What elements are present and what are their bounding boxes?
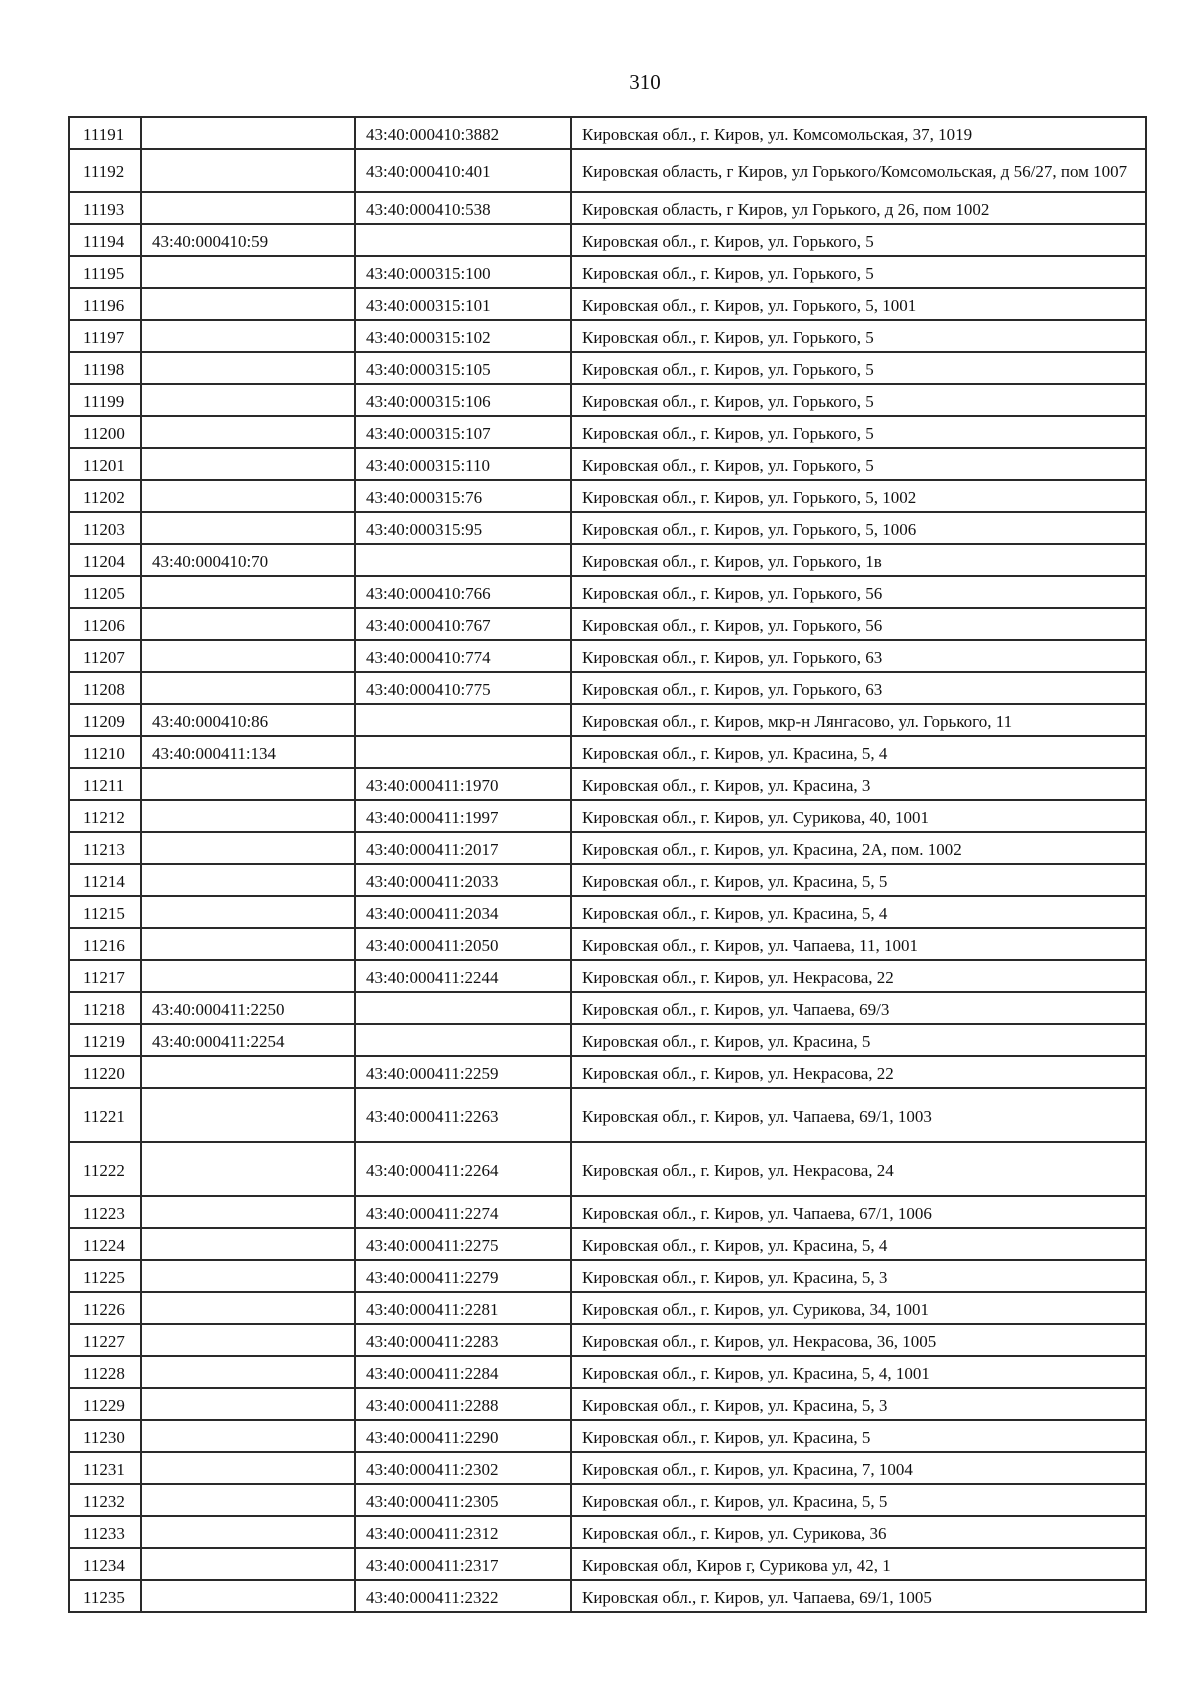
table-row: [69, 448, 1146, 480]
row-number-cell: 11217: [69, 960, 141, 992]
address-cell: Кировская обл., г. Киров, ул. Горького, 56: [571, 608, 1146, 640]
address-cell: Кировская обл., г. Киров, ул. Горького, 5: [571, 352, 1146, 384]
land-cadastral-number-cell: [141, 1292, 355, 1324]
land-cadastral-number-cell: 43:40:000410:70: [141, 544, 355, 576]
row-number-cell: 11212: [69, 800, 141, 832]
row-number-cell: 11221: [69, 1088, 141, 1142]
land-cadastral-number-cell: [141, 832, 355, 864]
address-cell: Кировская обл., г. Киров, ул. Чапаева, 69/1, 1005: [571, 1580, 1146, 1612]
land-cadastral-number-cell: [141, 640, 355, 672]
address-cell: Кировская обл., г. Киров, ул. Горького, 5: [571, 416, 1146, 448]
building-cadastral-number-cell: [355, 704, 571, 736]
land-cadastral-number-cell: [141, 192, 355, 224]
address-cell: Кировская обл., г. Киров, ул. Горького, 5: [571, 224, 1146, 256]
table-row: [69, 672, 1146, 704]
land-cadastral-number-cell: [141, 768, 355, 800]
address-cell: Кировская обл., г. Киров, ул. Красина, 5, 4: [571, 736, 1146, 768]
land-cadastral-number-cell: [141, 1484, 355, 1516]
row-number-cell: 11214: [69, 864, 141, 896]
building-cadastral-number-cell: 43:40:000315:101: [355, 288, 571, 320]
building-cadastral-number-cell: 43:40:000411:2284: [355, 1356, 571, 1388]
row-number-cell: 11207: [69, 640, 141, 672]
table-row: [69, 640, 1146, 672]
address-cell: Кировская обл., г. Киров, ул. Горького, 5, 1006: [571, 512, 1146, 544]
land-cadastral-number-cell: [141, 608, 355, 640]
land-cadastral-number-cell: [141, 800, 355, 832]
address-cell: Кировская обл., г. Киров, ул. Некрасова, 22: [571, 1056, 1146, 1088]
table-row: [69, 832, 1146, 864]
land-cadastral-number-cell: [141, 1142, 355, 1196]
table-row: [69, 1420, 1146, 1452]
table-row: [69, 352, 1146, 384]
table-row: [69, 1484, 1146, 1516]
address-cell: Кировская обл., г. Киров, ул. Некрасова, 22: [571, 960, 1146, 992]
row-number-cell: 11231: [69, 1452, 141, 1484]
building-cadastral-number-cell: [355, 736, 571, 768]
building-cadastral-number-cell: 43:40:000315:102: [355, 320, 571, 352]
address-cell: Кировская обл., г. Киров, ул. Красина, 5: [571, 1420, 1146, 1452]
table-row: [69, 288, 1146, 320]
building-cadastral-number-cell: [355, 544, 571, 576]
table-row: [69, 1088, 1146, 1142]
building-cadastral-number-cell: 43:40:000411:2322: [355, 1580, 571, 1612]
address-cell: Кировская обл., г. Киров, ул. Комсомольская, 37, 1019: [571, 117, 1146, 149]
address-cell: Кировская обл., г. Киров, ул. Красина, 5, 5: [571, 864, 1146, 896]
address-cell: Кировская обл., г. Киров, ул. Горького, 5: [571, 256, 1146, 288]
building-cadastral-number-cell: 43:40:000411:2283: [355, 1324, 571, 1356]
row-number-cell: 11200: [69, 416, 141, 448]
address-cell: Кировская обл., г. Киров, ул. Горького, 63: [571, 672, 1146, 704]
address-cell: Кировская обл., г. Киров, ул. Красина, 5, 4: [571, 1228, 1146, 1260]
row-number-cell: 11230: [69, 1420, 141, 1452]
registry-table-body: [69, 117, 1146, 1612]
building-cadastral-number-cell: 43:40:000411:1997: [355, 800, 571, 832]
table-row: [69, 1260, 1146, 1292]
table-row: [69, 384, 1146, 416]
address-cell: Кировская обл., г. Киров, ул. Красина, 5, 3: [571, 1260, 1146, 1292]
row-number-cell: 11194: [69, 224, 141, 256]
land-cadastral-number-cell: [141, 1196, 355, 1228]
table-row: [69, 992, 1146, 1024]
registry-table: [68, 116, 1147, 1613]
building-cadastral-number-cell: 43:40:000411:2281: [355, 1292, 571, 1324]
table-row: [69, 1388, 1146, 1420]
row-number-cell: 11226: [69, 1292, 141, 1324]
building-cadastral-number-cell: 43:40:000410:3882: [355, 117, 571, 149]
address-cell: Кировская обл., г. Киров, ул. Красина, 2А, пом. 1002: [571, 832, 1146, 864]
land-cadastral-number-cell: [141, 448, 355, 480]
land-cadastral-number-cell: [141, 480, 355, 512]
table-row: [69, 256, 1146, 288]
table-row: [69, 512, 1146, 544]
table-row: [69, 1580, 1146, 1612]
row-number-cell: 11211: [69, 768, 141, 800]
table-row: [69, 1324, 1146, 1356]
land-cadastral-number-cell: [141, 1088, 355, 1142]
building-cadastral-number-cell: 43:40:000410:401: [355, 149, 571, 192]
land-cadastral-number-cell: 43:40:000411:2250: [141, 992, 355, 1024]
row-number-cell: 11206: [69, 608, 141, 640]
table-row: [69, 960, 1146, 992]
row-number-cell: 11219: [69, 1024, 141, 1056]
land-cadastral-number-cell: [141, 1452, 355, 1484]
land-cadastral-number-cell: [141, 672, 355, 704]
building-cadastral-number-cell: 43:40:000411:2305: [355, 1484, 571, 1516]
table-row: [69, 928, 1146, 960]
row-number-cell: 11205: [69, 576, 141, 608]
building-cadastral-number-cell: [355, 992, 571, 1024]
row-number-cell: 11223: [69, 1196, 141, 1228]
row-number-cell: 11213: [69, 832, 141, 864]
land-cadastral-number-cell: 43:40:000410:59: [141, 224, 355, 256]
table-row: [69, 864, 1146, 896]
land-cadastral-number-cell: [141, 960, 355, 992]
table-row: [69, 1356, 1146, 1388]
row-number-cell: 11198: [69, 352, 141, 384]
address-cell: Кировская обл., г. Киров, ул. Горького, 5: [571, 448, 1146, 480]
address-cell: Кировская обл., г. Киров, ул. Горького, 56: [571, 576, 1146, 608]
row-number-cell: 11203: [69, 512, 141, 544]
land-cadastral-number-cell: [141, 1580, 355, 1612]
table-row: [69, 117, 1146, 149]
table-row: [69, 192, 1146, 224]
building-cadastral-number-cell: 43:40:000411:1970: [355, 768, 571, 800]
row-number-cell: 11235: [69, 1580, 141, 1612]
building-cadastral-number-cell: 43:40:000411:2034: [355, 896, 571, 928]
row-number-cell: 11210: [69, 736, 141, 768]
row-number-cell: 11202: [69, 480, 141, 512]
row-number-cell: 11196: [69, 288, 141, 320]
table-row: [69, 224, 1146, 256]
land-cadastral-number-cell: [141, 576, 355, 608]
table-row: [69, 1452, 1146, 1484]
row-number-cell: 11193: [69, 192, 141, 224]
land-cadastral-number-cell: [141, 1324, 355, 1356]
table-row: [69, 416, 1146, 448]
table-row: [69, 1196, 1146, 1228]
land-cadastral-number-cell: [141, 320, 355, 352]
row-number-cell: 11191: [69, 117, 141, 149]
land-cadastral-number-cell: [141, 256, 355, 288]
building-cadastral-number-cell: 43:40:000411:2312: [355, 1516, 571, 1548]
building-cadastral-number-cell: 43:40:000410:775: [355, 672, 571, 704]
address-cell: Кировская обл., г. Киров, ул. Чапаева, 69/1, 1003: [571, 1088, 1146, 1142]
building-cadastral-number-cell: 43:40:000411:2302: [355, 1452, 571, 1484]
row-number-cell: 11228: [69, 1356, 141, 1388]
building-cadastral-number-cell: 43:40:000411:2263: [355, 1088, 571, 1142]
land-cadastral-number-cell: [141, 1388, 355, 1420]
building-cadastral-number-cell: 43:40:000315:110: [355, 448, 571, 480]
table-row: [69, 320, 1146, 352]
row-number-cell: 11199: [69, 384, 141, 416]
row-number-cell: 11215: [69, 896, 141, 928]
building-cadastral-number-cell: 43:40:000315:76: [355, 480, 571, 512]
row-number-cell: 11233: [69, 1516, 141, 1548]
land-cadastral-number-cell: [141, 1356, 355, 1388]
building-cadastral-number-cell: 43:40:000411:2275: [355, 1228, 571, 1260]
table-row: [69, 1548, 1146, 1580]
building-cadastral-number-cell: 43:40:000411:2290: [355, 1420, 571, 1452]
land-cadastral-number-cell: [141, 384, 355, 416]
land-cadastral-number-cell: 43:40:000410:86: [141, 704, 355, 736]
building-cadastral-number-cell: 43:40:000411:2050: [355, 928, 571, 960]
address-cell: Кировская обл., г. Киров, ул. Красина, 7, 1004: [571, 1452, 1146, 1484]
row-number-cell: 11229: [69, 1388, 141, 1420]
land-cadastral-number-cell: [141, 352, 355, 384]
row-number-cell: 11208: [69, 672, 141, 704]
building-cadastral-number-cell: 43:40:000410:538: [355, 192, 571, 224]
building-cadastral-number-cell: 43:40:000315:106: [355, 384, 571, 416]
building-cadastral-number-cell: [355, 224, 571, 256]
row-number-cell: 11220: [69, 1056, 141, 1088]
row-number-cell: 11197: [69, 320, 141, 352]
land-cadastral-number-cell: 43:40:000411:134: [141, 736, 355, 768]
building-cadastral-number-cell: 43:40:000315:105: [355, 352, 571, 384]
address-cell: Кировская обл., г. Киров, ул. Горького, 5, 1001: [571, 288, 1146, 320]
building-cadastral-number-cell: 43:40:000411:2264: [355, 1142, 571, 1196]
table-row: [69, 1292, 1146, 1324]
address-cell: Кировская обл., г. Киров, мкр-н Лянгасово, ул. Горького, 11: [571, 704, 1146, 736]
address-cell: Кировская обл., г. Киров, ул. Горького, 63: [571, 640, 1146, 672]
address-cell: Кировская обл., г. Киров, ул. Красина, 5, 4: [571, 896, 1146, 928]
table-row: [69, 736, 1146, 768]
address-cell: Кировская область, г Киров, ул Горького/Комсомольская, д 56/27, пом 1007: [571, 149, 1146, 192]
row-number-cell: 11232: [69, 1484, 141, 1516]
row-number-cell: 11204: [69, 544, 141, 576]
building-cadastral-number-cell: 43:40:000411:2288: [355, 1388, 571, 1420]
row-number-cell: 11218: [69, 992, 141, 1024]
address-cell: Кировская обл., г. Киров, ул. Некрасова, 36, 1005: [571, 1324, 1146, 1356]
table-row: [69, 800, 1146, 832]
table-row: [69, 544, 1146, 576]
address-cell: Кировская обл., г. Киров, ул. Красина, 5, 4, 1001: [571, 1356, 1146, 1388]
building-cadastral-number-cell: 43:40:000411:2033: [355, 864, 571, 896]
address-cell: Кировская обл., г. Киров, ул. Чапаева, 69/3: [571, 992, 1146, 1024]
row-number-cell: 11192: [69, 149, 141, 192]
table-row: [69, 704, 1146, 736]
address-cell: Кировская обл., г. Киров, ул. Некрасова, 24: [571, 1142, 1146, 1196]
land-cadastral-number-cell: [141, 149, 355, 192]
address-cell: Кировская обл., г. Киров, ул. Горького, 5: [571, 320, 1146, 352]
land-cadastral-number-cell: [141, 512, 355, 544]
row-number-cell: 11224: [69, 1228, 141, 1260]
table-row: [69, 608, 1146, 640]
table-row: [69, 149, 1146, 192]
land-cadastral-number-cell: [141, 288, 355, 320]
building-cadastral-number-cell: 43:40:000410:767: [355, 608, 571, 640]
row-number-cell: 11201: [69, 448, 141, 480]
row-number-cell: 11225: [69, 1260, 141, 1292]
address-cell: Кировская обл., г. Киров, ул. Сурикова, 40, 1001: [571, 800, 1146, 832]
row-number-cell: 11234: [69, 1548, 141, 1580]
land-cadastral-number-cell: [141, 928, 355, 960]
address-cell: Кировская обл., г. Киров, ул. Горького, 5: [571, 384, 1146, 416]
building-cadastral-number-cell: 43:40:000315:95: [355, 512, 571, 544]
address-cell: Кировская обл, Киров г, Сурикова ул, 42, 1: [571, 1548, 1146, 1580]
land-cadastral-number-cell: 43:40:000411:2254: [141, 1024, 355, 1056]
building-cadastral-number-cell: 43:40:000315:100: [355, 256, 571, 288]
address-cell: Кировская обл., г. Киров, ул. Горького, 1в: [571, 544, 1146, 576]
building-cadastral-number-cell: 43:40:000411:2259: [355, 1056, 571, 1088]
table-row: [69, 1056, 1146, 1088]
address-cell: Кировская обл., г. Киров, ул. Чапаева, 11, 1001: [571, 928, 1146, 960]
address-cell: Кировская обл., г. Киров, ул. Красина, 5: [571, 1024, 1146, 1056]
row-number-cell: 11216: [69, 928, 141, 960]
land-cadastral-number-cell: [141, 1420, 355, 1452]
address-cell: Кировская обл., г. Киров, ул. Красина, 5, 5: [571, 1484, 1146, 1516]
building-cadastral-number-cell: 43:40:000411:2017: [355, 832, 571, 864]
building-cadastral-number-cell: 43:40:000410:774: [355, 640, 571, 672]
building-cadastral-number-cell: 43:40:000411:2244: [355, 960, 571, 992]
row-number-cell: 11227: [69, 1324, 141, 1356]
land-cadastral-number-cell: [141, 117, 355, 149]
building-cadastral-number-cell: 43:40:000411:2274: [355, 1196, 571, 1228]
land-cadastral-number-cell: [141, 1056, 355, 1088]
land-cadastral-number-cell: [141, 864, 355, 896]
row-number-cell: 11222: [69, 1142, 141, 1196]
land-cadastral-number-cell: [141, 1260, 355, 1292]
page-number: 310: [629, 70, 661, 94]
table-row: [69, 1142, 1146, 1196]
building-cadastral-number-cell: 43:40:000411:2279: [355, 1260, 571, 1292]
table-row: [69, 768, 1146, 800]
table-row: [69, 1516, 1146, 1548]
land-cadastral-number-cell: [141, 416, 355, 448]
building-cadastral-number-cell: 43:40:000315:107: [355, 416, 571, 448]
table-row: [69, 576, 1146, 608]
land-cadastral-number-cell: [141, 1228, 355, 1260]
address-cell: Кировская обл., г. Киров, ул. Красина, 3: [571, 768, 1146, 800]
land-cadastral-number-cell: [141, 1516, 355, 1548]
address-cell: Кировская обл., г. Киров, ул. Чапаева, 67/1, 1006: [571, 1196, 1146, 1228]
land-cadastral-number-cell: [141, 1548, 355, 1580]
address-cell: Кировская область, г Киров, ул Горького, д 26, пом 1002: [571, 192, 1146, 224]
land-cadastral-number-cell: [141, 896, 355, 928]
table-row: [69, 1024, 1146, 1056]
table-row: [69, 480, 1146, 512]
table-row: [69, 896, 1146, 928]
row-number-cell: 11209: [69, 704, 141, 736]
building-cadastral-number-cell: [355, 1024, 571, 1056]
address-cell: Кировская обл., г. Киров, ул. Красина, 5, 3: [571, 1388, 1146, 1420]
row-number-cell: 11195: [69, 256, 141, 288]
address-cell: Кировская обл., г. Киров, ул. Сурикова, 34, 1001: [571, 1292, 1146, 1324]
building-cadastral-number-cell: 43:40:000411:2317: [355, 1548, 571, 1580]
address-cell: Кировская обл., г. Киров, ул. Сурикова, 36: [571, 1516, 1146, 1548]
table-row: [69, 1228, 1146, 1260]
building-cadastral-number-cell: 43:40:000410:766: [355, 576, 571, 608]
address-cell: Кировская обл., г. Киров, ул. Горького, 5, 1002: [571, 480, 1146, 512]
